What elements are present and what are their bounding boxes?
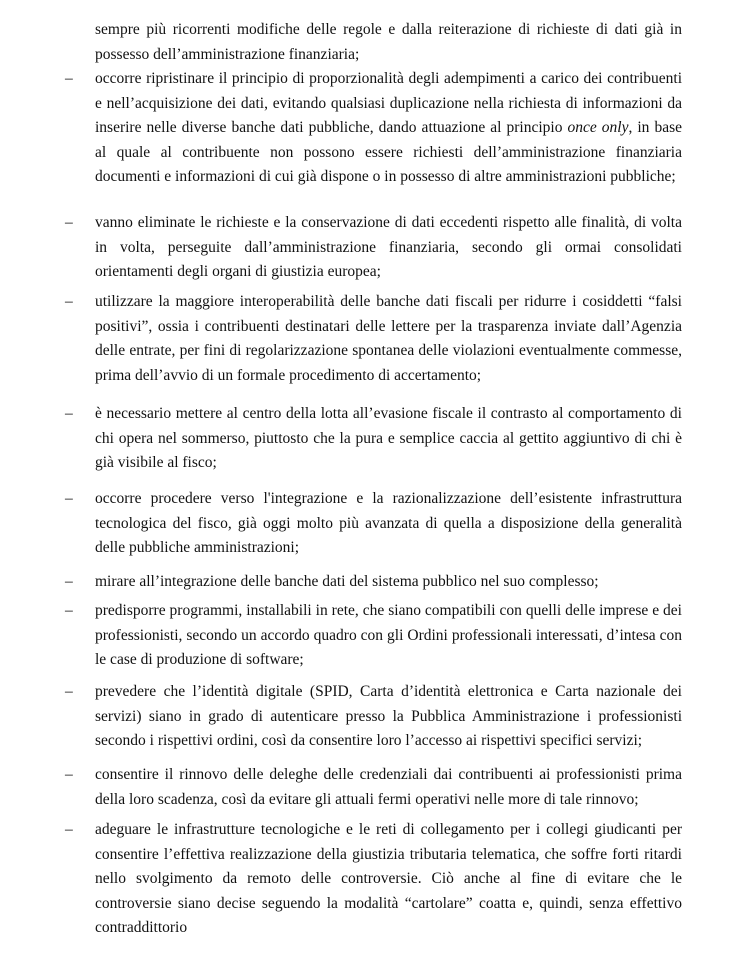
list-item	[65, 599, 682, 673]
bullet-dash: –	[65, 766, 73, 783]
list-item	[65, 67, 682, 190]
list-item	[65, 402, 682, 476]
list-item	[65, 290, 682, 388]
bullet-dash: –	[65, 70, 73, 87]
list-item	[65, 818, 682, 941]
italic-term: once only	[567, 119, 629, 137]
list-item-text-part: , in base al quale al contribuente non possono essere richiesti dell’amministrazione finanziaria documenti e informazioni di cui già dispone o in possesso di altre amministrazioni pubbliche;	[95, 119, 682, 186]
list-item	[65, 680, 682, 754]
bullet-dash: –	[65, 405, 73, 422]
list-item	[65, 763, 682, 812]
list-item-text: utilizzare la maggiore interoperabilità delle banche dati fiscali per ridurre i cosiddetti “falsi positivi”, ossia i contribuenti destinatari delle lettere per la trasparenza inviate dall’Agenzia delle entrate, per fini di regolarizzazione spontanea delle violazioni eventualmente commesse, prima dell’avvio di un formale procedimento di accertamento;	[95, 293, 682, 384]
list-item-text: occorre procedere verso l'integrazione e la razionalizzazione dell’esistente infrastruttura tecnologica del fisco, già oggi molto più avanzata di quella a disposizione della generalità delle pubbliche amministrazioni;	[95, 490, 682, 557]
list-item-text: prevedere che l’identità digitale (SPID, Carta d’identità elettronica e Carta nazionale dei servizi) siano in grado di autenticare presso la Pubblica Amministrazione i professionisti secondo i rispettivi ordini, così da consentire loro l’accesso ai rispettivi specifici servizi;	[95, 683, 682, 750]
bullet-dash: –	[65, 573, 73, 590]
list-item-text	[95, 67, 682, 190]
list-item-text: adeguare le infrastrutture tecnologiche e le reti di collegamento per i collegi giudicanti per consentire l’effettiva realizzazione della giustizia tributaria telematica, che soffre forti ritardi nello svolgimento da remoto delle controversie. Ciò anche al fine di evitare che le controversie siano decise seguendo la modalità “cartolare” coatta e, quindi, senza effettivo contraddittorio	[95, 821, 682, 937]
list-item-text: mirare all’integrazione delle banche dati del sistema pubblico nel suo complesso;	[95, 573, 599, 590]
bullet-dash: –	[65, 683, 73, 700]
list-item	[65, 487, 682, 561]
list-item-text: è necessario mettere al centro della lotta all’evasione fiscale il contrasto al comportamento di chi opera nel sommerso, piuttosto che la pura e semplice caccia al gettito aggiuntivo di chi è già visibile al fisco;	[95, 405, 682, 472]
bullet-dash: –	[65, 293, 73, 310]
list-item	[65, 211, 682, 285]
list-item	[65, 570, 682, 595]
bullet-dash: –	[65, 490, 73, 507]
list-item-text: vanno eliminate le richieste e la conservazione di dati eccedenti rispetto alle finalità, di volta in volta, perseguite dall’amministrazione finanziaria, secondo gli ormai consolidati orientamenti degli organi di giustizia europea;	[95, 214, 682, 281]
continuation-paragraph: sempre più ricorrenti modifiche delle regole e dalla reiterazione di richieste di dati già in possesso dell’amministrazione finanziaria;	[95, 21, 682, 63]
bullet-dash: –	[65, 602, 73, 619]
list-item-text: consentire il rinnovo delle deleghe delle credenziali dai contribuenti ai professionisti prima della loro scadenza, così da evitare gli attuali fermi operativi nelle more di tale rinnovo;	[95, 766, 682, 808]
list-item-text: predisporre programmi, installabili in rete, che siano compatibili con quelli delle imprese e dei professionisti, secondo un accordo quadro con gli Ordini professionali interessati, d’intesa con le case di produzione di software;	[95, 602, 682, 669]
bullet-dash: –	[65, 821, 73, 838]
list-item-text-part: occorre ripristinare il principio di proporzionalità degli adempimenti a carico dei contribuenti e nell’acquisizione dei dati, evitando qualsiasi duplicazione nella richiesta di informazioni da inserire nelle diverse banche dati pubbliche, dando attuazione al principio	[95, 70, 682, 137]
bullet-dash: –	[65, 214, 73, 231]
